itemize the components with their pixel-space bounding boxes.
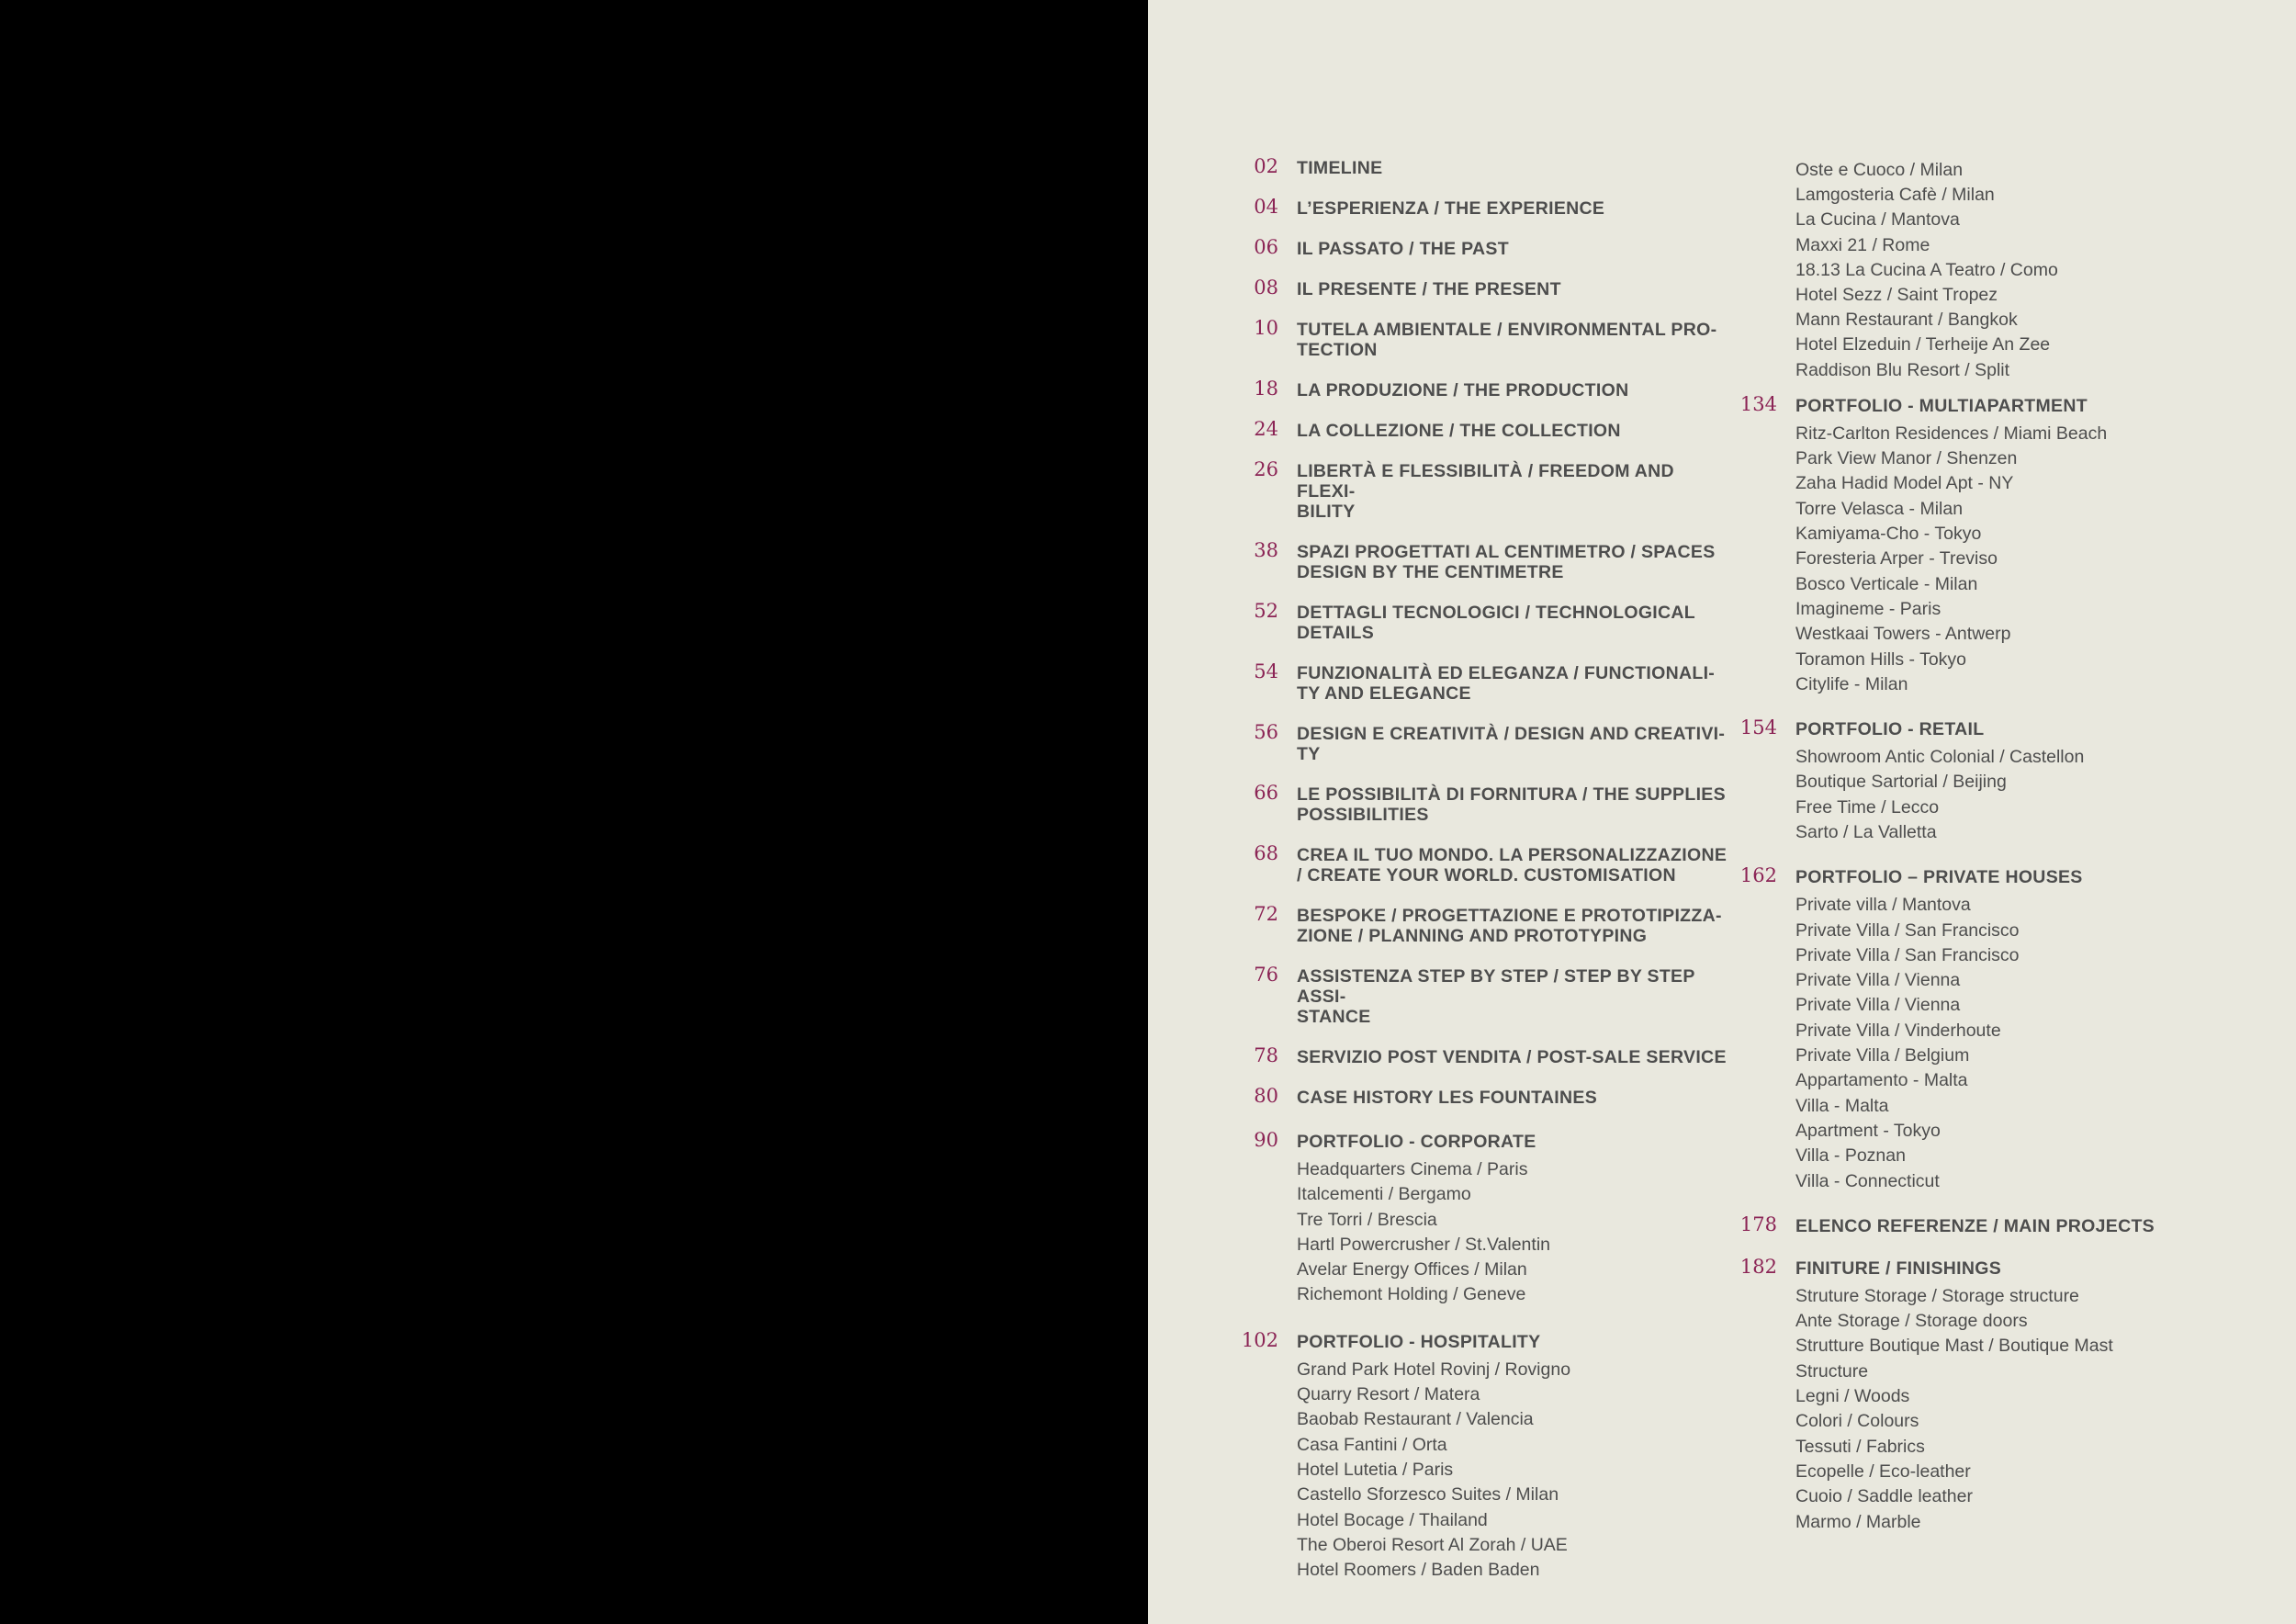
page-number: 90 [1254, 1129, 1278, 1151]
page-number: 02 [1254, 155, 1278, 177]
toc-entry [1232, 155, 1728, 178]
list-item: Private Villa / Vienna [1795, 995, 1961, 1016]
list-item: 18.13 La Cucina A Teatro / Como [1795, 259, 2058, 280]
list-item: Oste e Cuoco / Milan [1795, 160, 1964, 180]
list-item: Zaha Hadid Model Apt - NY [1795, 473, 2014, 494]
list-item: Ecopelle / Eco-leather [1795, 1460, 1971, 1482]
list-item: Park View Manor / Shenzen [1795, 448, 2018, 469]
section-title: PORTFOLIO – PRIVATE HOUSES [1795, 867, 2083, 888]
section-title-continued: STANCE [1297, 1007, 1371, 1027]
list-item: Kamiyama-Cho - Tokyo [1795, 524, 1982, 545]
list-item: La Cucina / Mantova [1795, 209, 1960, 231]
list-item: Richemont Holding / Geneve [1297, 1284, 1526, 1305]
list-item: Apartment - Tokyo [1795, 1120, 1941, 1141]
list-item: Private villa / Mantova [1795, 895, 1971, 916]
list-item: Villa - Poznan [1795, 1145, 1906, 1167]
section-title-continued: TY AND ELEGANCE [1297, 683, 1471, 704]
list-item: Castello Sforzesco Suites / Milan [1297, 1484, 1559, 1506]
toc-entry [1232, 198, 1728, 219]
list-item: Ritz-Carlton Residences / Miami Beach [1795, 423, 2108, 444]
toc-entry [1232, 600, 1728, 643]
list-item: Raddison Blu Resort / Split [1795, 359, 2010, 380]
toc-entry [1731, 1212, 2163, 1236]
page-number: 52 [1254, 600, 1278, 622]
list-item: Lamgosteria Cafè / Milan [1795, 185, 1995, 206]
page-number: 38 [1254, 539, 1278, 561]
list-item: Villa - Connecticut [1795, 1170, 1940, 1191]
page-number: 76 [1254, 964, 1278, 986]
page-number: 154 [1739, 716, 1777, 739]
page-number: 72 [1254, 903, 1278, 925]
toc-entry [1232, 842, 1728, 885]
list-item: Marmo / Marble [1795, 1511, 1921, 1532]
page-number: 80 [1254, 1085, 1278, 1107]
list-item: The Oberoi Resort Al Zorah / UAE [1297, 1534, 1568, 1555]
list-item: Hotel Lutetia / Paris [1297, 1459, 1454, 1480]
toc-entry [1731, 1255, 2163, 1535]
toc-entry [1232, 276, 1728, 299]
list-item: Foresteria Arper - Treviso [1795, 548, 1998, 570]
list-item: Ante Storage / Storage doors [1795, 1311, 2028, 1332]
list-item: Westkaai Towers - Antwerp [1795, 624, 2011, 645]
section-title-continued: POSSIBILITIES [1297, 805, 1429, 825]
section-title: LA PRODUZIONE / THE PRODUCTION [1297, 380, 1629, 400]
section-title: L’ESPERIENZA / THE EXPERIENCE [1297, 198, 1605, 219]
section-title-continued: TY [1297, 744, 1321, 764]
section-title: PORTFOLIO - RETAIL [1795, 719, 1985, 740]
list-item: Bosco Verticale - Milan [1795, 573, 1978, 594]
toc-entry [1232, 458, 1728, 522]
list-item: Strutture Boutique Mast / Boutique Mast [1795, 1336, 2113, 1357]
list-item: Quarry Resort / Matera [1297, 1384, 1480, 1405]
page-number: 56 [1254, 721, 1278, 743]
list-item: Imagineme - Paris [1795, 598, 1941, 619]
list-item: Hotel Bocage / Thailand [1297, 1509, 1488, 1530]
list-item: Appartamento - Malta [1795, 1070, 1968, 1091]
page-number: 78 [1254, 1044, 1278, 1066]
list-item: Baobab Restaurant / Valencia [1297, 1409, 1534, 1430]
list-item: Toramon Hills - Tokyo [1795, 648, 1967, 670]
page-number: 06 [1254, 236, 1278, 258]
section-items [1795, 422, 2163, 697]
list-item: Torre Velasca - Milan [1795, 498, 1964, 519]
page-number: 18 [1254, 378, 1278, 400]
section-title: IL PASSATO / THE PAST [1297, 239, 1509, 259]
section-items [1795, 893, 2163, 1194]
list-item: Headquarters Cinema / Paris [1297, 1159, 1528, 1179]
list-item: Tre Torri / Brescia [1297, 1209, 1437, 1230]
list-item: Hotel Elzeduin / Terheije An Zee [1795, 334, 2051, 355]
list-item: Mann Restaurant / Bangkok [1795, 310, 2018, 331]
toc-entry [1731, 864, 2163, 1194]
toc-entry [1232, 317, 1728, 360]
hospitality-continued [1731, 158, 2163, 383]
toc-entry [1232, 236, 1728, 259]
list-item: Legni / Woods [1795, 1386, 1910, 1407]
section-title: DESIGN E CREATIVITÀ / DESIGN AND CREATIVI- [1297, 724, 1726, 744]
page-number: 134 [1739, 392, 1777, 415]
section-title-continued: BILITY [1297, 502, 1356, 522]
section-title: PORTFOLIO - HOSPITALITY [1297, 1331, 1541, 1352]
toc-entry [1232, 539, 1728, 582]
toc-column-left [1232, 155, 1728, 1583]
toc-entry [1232, 721, 1728, 764]
list-item: Grand Park Hotel Rovinj / Rovigno [1297, 1359, 1571, 1380]
list-item: Structure [1795, 1360, 1869, 1382]
section-title-continued: DESIGN BY THE CENTIMETRE [1297, 562, 1564, 582]
page-number: 178 [1739, 1212, 1777, 1235]
section-title: CASE HISTORY LES FOUNTAINES [1297, 1088, 1598, 1108]
list-item: Italcementi / Bergamo [1297, 1184, 1471, 1205]
section-title-continued: ZIONE / PLANNING AND PROTOTYPING [1297, 926, 1648, 946]
list-item: Private Villa / Vinderhoute [1795, 1020, 2001, 1041]
section-title: BESPOKE / PROGETTAZIONE E PROTOTIPIZZA- [1297, 906, 1722, 926]
toc-entry [1232, 418, 1728, 441]
list-item: Showroom Antic Colonial / Castellon [1795, 747, 2085, 768]
section-title: DETTAGLI TECNOLOGICI / TECHNOLOGICAL [1297, 603, 1696, 623]
list-item: Private Villa / San Francisco [1795, 944, 2020, 965]
list-item: Struture Storage / Storage structure [1795, 1285, 2079, 1306]
section-items [1795, 745, 2163, 845]
list-item: Colori / Colours [1795, 1411, 1919, 1432]
page-number: 04 [1254, 196, 1278, 218]
list-item: Tessuti / Fabrics [1795, 1436, 1925, 1457]
section-title: IL PRESENTE / THE PRESENT [1297, 279, 1561, 299]
section-title: CREA IL TUO MONDO. LA PERSONALIZZAZIONE [1297, 845, 1728, 865]
toc-entry [1731, 716, 2163, 845]
section-title-continued: TECTION [1297, 340, 1378, 360]
list-item: Casa Fantini / Orta [1297, 1434, 1447, 1455]
list-item: Villa - Malta [1795, 1095, 1889, 1116]
list-item: Citylife - Milan [1795, 673, 1908, 694]
toc-entry [1232, 380, 1728, 400]
section-items [1297, 1358, 1728, 1584]
list-item: Boutique Sartorial / Beijing [1795, 772, 2007, 793]
page-number: 68 [1254, 842, 1278, 864]
list-item: Maxxi 21 / Rome [1795, 234, 1930, 255]
toc-entry [1232, 1328, 1728, 1584]
toc-entry [1232, 660, 1728, 704]
page-number: 162 [1739, 864, 1777, 887]
list-item: Hartl Powercrusher / St.Valentin [1297, 1234, 1550, 1255]
section-title: TUTELA AMBIENTALE / ENVIRONMENTAL PRO- [1297, 320, 1717, 340]
section-title: PORTFOLIO - CORPORATE [1297, 1132, 1536, 1152]
section-title: SPAZI PROGETTATI AL CENTIMETRO / SPACES [1297, 542, 1716, 562]
page-number: 102 [1241, 1328, 1278, 1351]
toc-column-right [1731, 158, 2163, 1549]
toc-entry [1232, 1085, 1728, 1108]
section-title: FUNZIONALITÀ ED ELEGANZA / FUNCTIONALI- [1297, 663, 1716, 683]
section-title-continued: / CREATE YOUR WORLD. CUSTOMISATION [1297, 865, 1676, 885]
page-number: 182 [1739, 1255, 1777, 1278]
toc-entry [1232, 966, 1728, 1027]
page-number: 54 [1254, 660, 1278, 682]
section-title-continued: DETAILS [1297, 623, 1375, 643]
list-item: Free Time / Lecco [1795, 796, 1940, 818]
list-item: Private Villa / Belgium [1795, 1045, 1970, 1066]
section-title: PORTFOLIO - MULTIAPARTMENT [1795, 395, 2088, 416]
section-title: SERVIZIO POST VENDITA / POST-SALE SERVICE [1297, 1047, 1727, 1067]
list-item: Hotel Sezz / Saint Tropez [1795, 285, 1998, 306]
section-items [1795, 1284, 2163, 1535]
list-item: Private Villa / San Francisco [1795, 919, 2020, 941]
toc-entry [1232, 1044, 1728, 1067]
toc-entry [1232, 784, 1728, 825]
page-number: 08 [1254, 276, 1278, 299]
section-items [1297, 1157, 1728, 1308]
section-title: LIBERTÀ E FLESSIBILITÀ / FREEDOM AND FLEXI- [1297, 461, 1674, 502]
toc-entry [1232, 903, 1728, 946]
page-number: 10 [1254, 317, 1278, 339]
page-number: 24 [1254, 418, 1278, 440]
section-title: ASSISTENZA STEP BY STEP / STEP BY STEP ASSI- [1297, 966, 1695, 1007]
list-item: Avelar Energy Offices / Milan [1297, 1259, 1527, 1280]
section-title: LE POSSIBILITÀ DI FORNITURA / THE SUPPLIES [1297, 784, 1726, 805]
list-item: Cuoio / Saddle leather [1795, 1486, 1973, 1507]
section-title: FINITURE / FINISHINGS [1795, 1257, 2002, 1279]
list-item: Sarto / La Valletta [1795, 821, 1937, 842]
list-item: Private Villa / Vienna [1795, 970, 1961, 991]
section-title: TIMELINE [1297, 158, 1383, 178]
section-title: ELENCO REFERENZE / MAIN PROJECTS [1795, 1215, 2155, 1236]
toc-entry [1731, 392, 2163, 697]
page-number: 66 [1254, 782, 1278, 804]
page-number: 26 [1254, 458, 1278, 480]
toc-entry [1232, 1129, 1728, 1308]
section-title: LA COLLEZIONE / THE COLLECTION [1297, 421, 1621, 441]
list-item: Hotel Roomers / Baden Baden [1297, 1560, 1540, 1581]
